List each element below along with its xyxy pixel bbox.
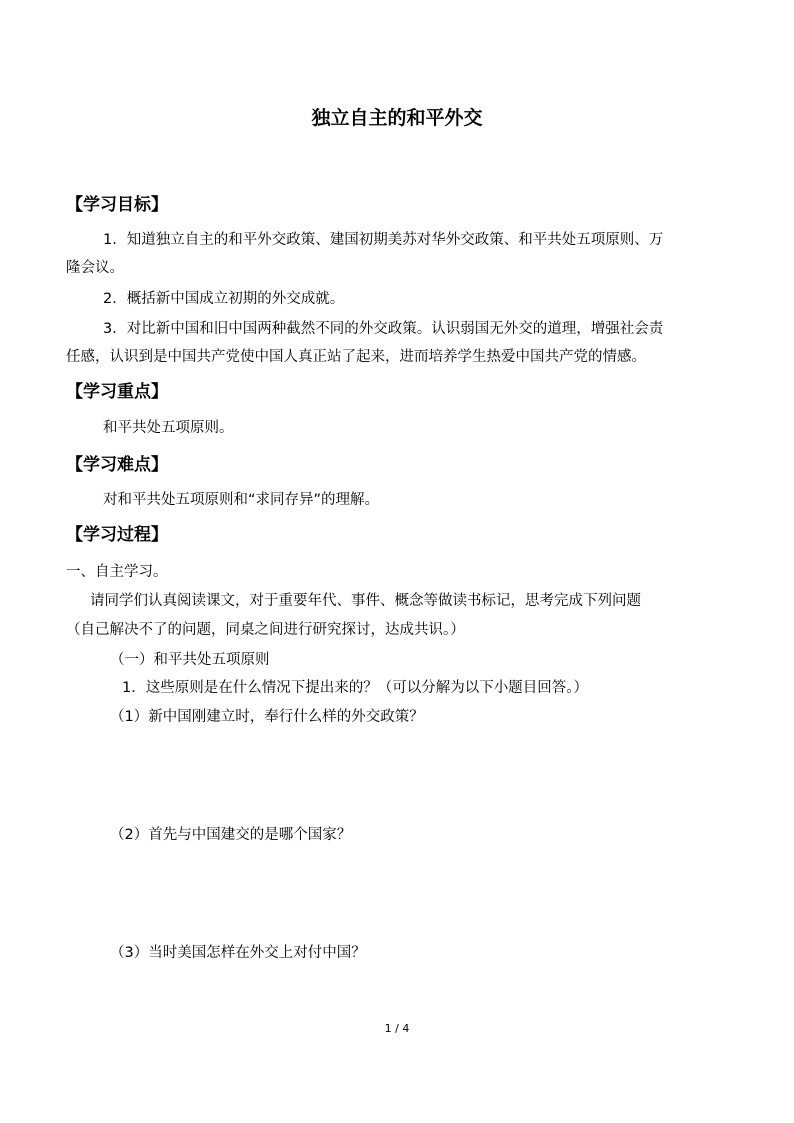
page-number: 1 / 4 (384, 1022, 410, 1035)
question-1: 1．这些原则是在什么情况下提出来的？（可以分解为以下小题目回答。） (122, 680, 588, 696)
subsection-title: （一）和平共处五项原则 (110, 652, 270, 668)
part1-title: 一、自主学习。 (66, 564, 168, 580)
key-points-heading: 【学习重点】 (66, 382, 168, 402)
objective-line-3: 2．概括新中国成立初期的外交成就。 (103, 291, 345, 307)
document-title: 独立自主的和平外交 (311, 107, 483, 129)
sub-question-1: （1）新中国刚建立时，奉行什么样的外交政策？ (110, 709, 424, 725)
difficulties-text: 对和平共处五项原则和“求同存异”的理解。 (103, 492, 380, 508)
sub-question-3: （3）当时美国怎样在外交上对付中国？ (110, 945, 366, 961)
objective-line-5: 任感，认识到是中国共产党使中国人真正站了起来，进而培养学生热爱中国共产党的情感。 (66, 349, 646, 365)
key-points-text: 和平共处五项原则。 (103, 420, 234, 436)
sub-question-2: （2）首先与中国建交的是哪个国家？ (110, 827, 352, 843)
process-heading: 【学习过程】 (66, 525, 168, 545)
intro-line-2: （自己解决不了的问题，同桌之间进行研究探讨，达成共识。） (66, 622, 465, 638)
objectives-heading: 【学习目标】 (66, 195, 168, 215)
difficulties-heading: 【学习难点】 (66, 455, 168, 475)
objective-line-4: 3．对比新中国和旧中国两种截然不同的外交政策。认识弱国无外交的道理，增强社会责 (103, 321, 664, 337)
intro-line-1: 请同学们认真阅读课文，对于重要年代、事件、概念等做读书标记，思考完成下列问题 (90, 593, 641, 609)
objective-line-1: 1．知道独立自主的和平外交政策、建国初期美苏对华外交政策、和平共处五项原则、万 (103, 232, 664, 248)
objective-line-2: 隆会议。 (66, 260, 124, 276)
